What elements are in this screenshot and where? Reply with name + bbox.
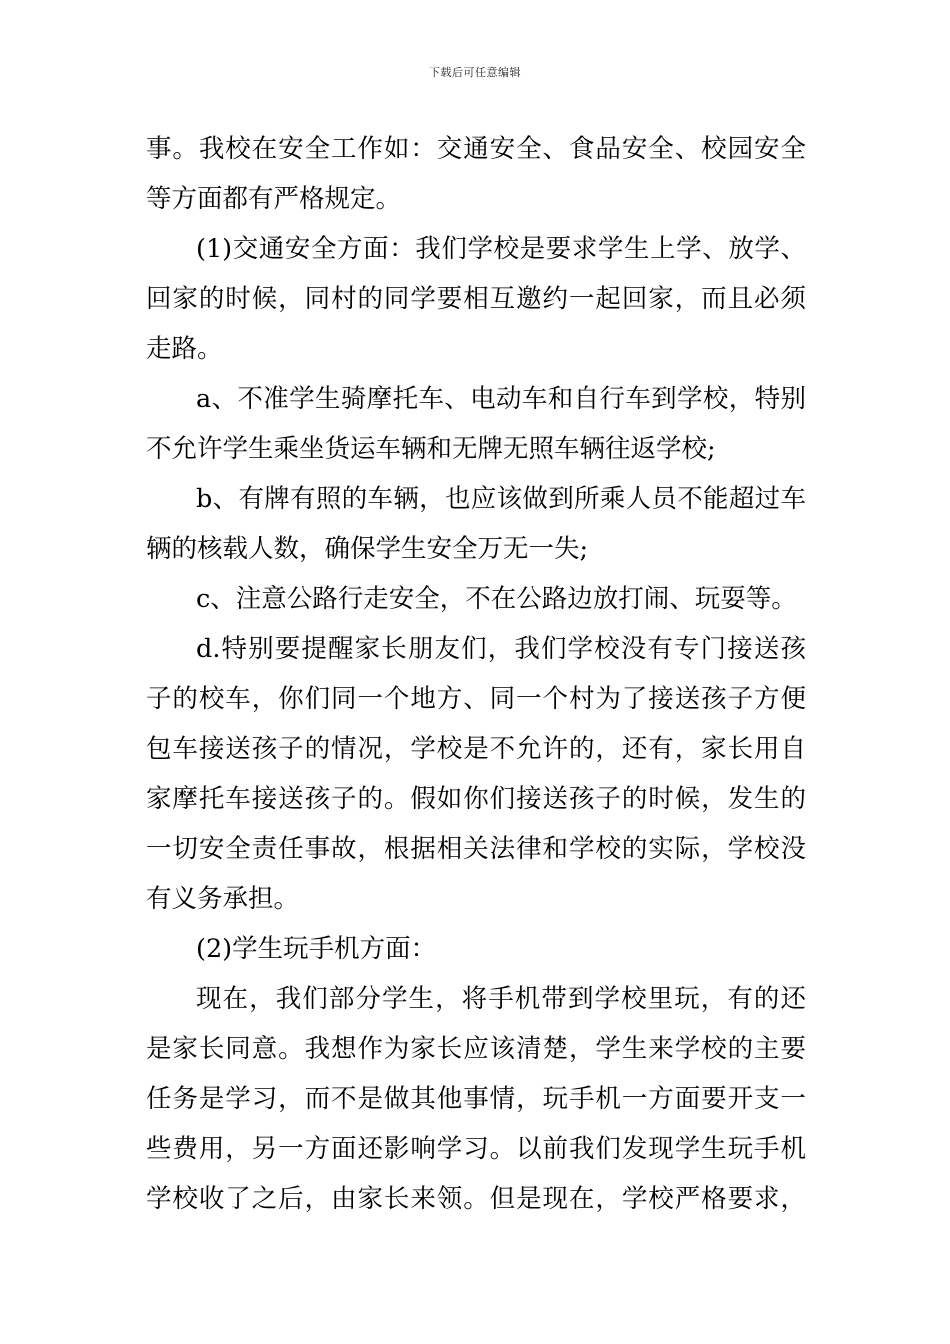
document-body <box>146 124 806 1224</box>
text-line: 学校收了之后，由家长来领。但是现在，学校严格要求， <box>146 1184 806 1214</box>
text-line: 不允许学生乘坐货运车辆和无牌无照车辆往返学校; <box>146 434 716 464</box>
text-line: (2)学生玩手机方面： <box>196 934 437 964</box>
text-line: 包车接送孩子的情况，学校是不允许的，还有，家长用自 <box>146 734 806 764</box>
text-line: 等方面都有严格规定。 <box>146 184 402 214</box>
text-line: 回家的时候，同村的同学要相互邀约一起回家，而且必须 <box>146 284 806 314</box>
text-line: 辆的核载人数，确保学生安全万无一失; <box>146 534 589 564</box>
text-line: 一切安全责任事故，根据相关法律和学校的实际，学校没 <box>146 834 806 864</box>
text-line: 是家长同意。我想作为家长应该清楚，学生来学校的主要 <box>146 1034 806 1064</box>
text-line: d.特别要提醒家长朋友们，我们学校没有专门接送孩 <box>196 634 806 664</box>
header-note: 下载后可任意编辑 <box>429 66 521 79</box>
text-line: (1)交通安全方面：我们学校是要求学生上学、放学、 <box>196 234 806 264</box>
text-line: a、不准学生骑摩托车、电动车和自行车到学校，特别 <box>196 384 806 414</box>
text-line: b、有牌有照的车辆，也应该做到所乘人员不能超过车 <box>196 484 806 514</box>
text-line: 任务是学习，而不是做其他事情，玩手机一方面要开支一 <box>146 1084 806 1114</box>
text-line: 些费用，另一方面还影响学习。以前我们发现学生玩手机 <box>146 1134 806 1164</box>
text-line: 有义务承担。 <box>146 884 300 914</box>
text-line: 事。我校在安全工作如：交通安全、食品安全、校园安全 <box>146 134 806 164</box>
text-line: 走路。 <box>146 334 223 364</box>
text-line: c、注意公路行走安全，不在公路边放打闹、玩耍等。 <box>196 584 797 614</box>
text-line: 现在，我们部分学生，将手机带到学校里玩，有的还 <box>196 984 806 1014</box>
text-line: 家摩托车接送孩子的。假如你们接送孩子的时候，发生的 <box>146 784 806 814</box>
text-line: 子的校车，你们同一个地方、同一个村为了接送孩子方便 <box>146 684 806 714</box>
